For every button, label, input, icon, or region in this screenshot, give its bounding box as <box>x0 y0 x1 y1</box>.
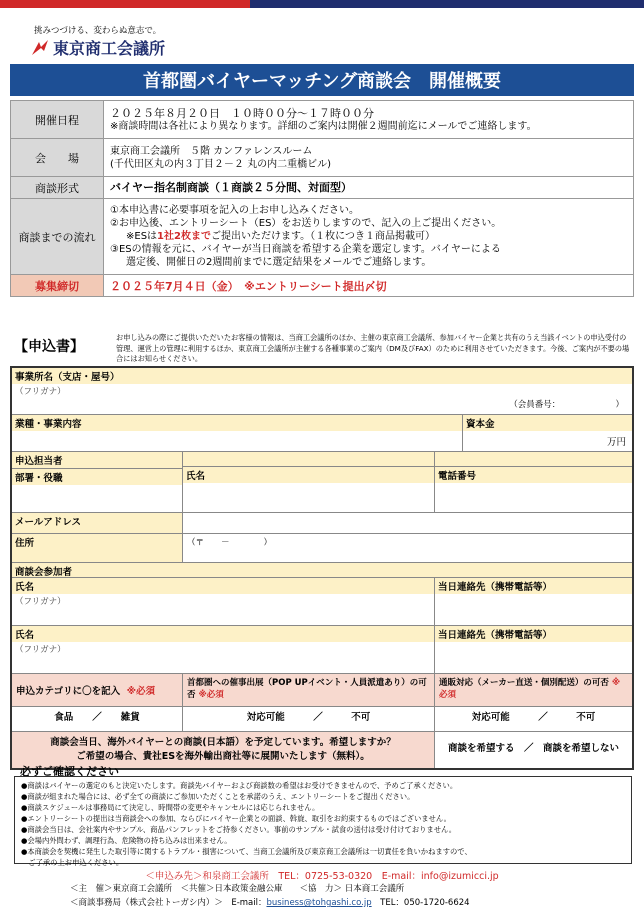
member-number: （会員番号： ） <box>509 400 624 410</box>
check-item: ●商談会当日は、会社案内やサンプル、商品パンフレットをご持参ください。事前のサンプル・試食の送付は受け付けておりません。 <box>21 825 457 834</box>
format-value: バイヤー指名制商談（１商談２５分間、対面型） <box>104 177 634 199</box>
email-field[interactable] <box>182 513 632 533</box>
application-form <box>10 366 634 770</box>
checklist-box <box>14 776 632 867</box>
date-note: ※商談時間は各社により異なります。詳細のご案内は開催２週間前迄にメールでご連絡します。 <box>110 120 537 132</box>
date-value: ２０２５年８月２０日 １０時００分～１７時００分 <box>110 106 374 120</box>
participant-2-name-label: 氏名 <box>12 626 434 642</box>
check-item: ●商談スケジュールは事務局にて決定し、時間帯の変更やキャンセルには応じられません。 <box>21 803 320 812</box>
business-field[interactable] <box>12 431 462 449</box>
privacy-notice: お申し込みの際にご提供いただいたお客様の情報は、当商工会議所のほか、主催の東京商工会議所、参加バイヤー企業と共有のうえ当該イベントの申込受付の管理、運営上の管理に利用するほか、東京商工会議所が主催する各種事業のご案内（DM及びFAX）のために利用させていただきます。今後、ご案内が不要の場合にはお知らせください。 <box>116 333 630 363</box>
host-info: ＜主 催＞東京商工会議所 ＜共催＞日本政策金融公庫 ＜協 力＞ 日本商工会議所 <box>70 884 405 894</box>
flow-step-2-note: ※ESは1社2枚までご提出いただけます。（１枚につき１商品掲載可） <box>126 231 435 242</box>
flow-step-1: ①本申込書に必要事項を記入の上お申し込みください。 <box>110 205 359 216</box>
dept-label: 部署・役職 <box>12 468 182 485</box>
category-options[interactable]: 食品 ／ 雑貨 <box>54 712 140 723</box>
event-overview-table <box>10 100 634 297</box>
checklist-title: 必ずご確認ください <box>20 765 119 778</box>
top-color-bar <box>0 0 644 8</box>
postal-code: （〒 － ） <box>187 538 273 548</box>
email-label: メールアドレス <box>12 513 182 533</box>
popup-label: 首都圏への催事出展（POP UPイベント・人員派遣あり）の可否 ※必須 <box>182 674 434 706</box>
name-label: 氏名 <box>183 466 434 483</box>
flow-label: 商談までの流れ <box>11 199 104 275</box>
office-info: ＜商談事務局（株式会社トーガシ内）＞ E-mail：business@tohgashi.co.jp TEL：050-1720-6624 <box>70 898 470 908</box>
check-item: ●商談が組まれた場合には、必ず全ての商談にご参加いただくことを承諾のうえ、エントリーシートをご提出ください。 <box>21 792 415 801</box>
format-label: 商談形式 <box>11 177 104 199</box>
name-field[interactable] <box>183 483 434 511</box>
participant-2-contact-label: 当日連絡先（携帯電話等） <box>435 626 632 642</box>
capital-label: 資本金 <box>463 415 632 431</box>
overseas-options[interactable]: 商談を希望する ／ 商談を希望しない <box>434 732 632 768</box>
participant-1-contact-label: 当日連絡先（携帯電話等） <box>435 578 632 594</box>
check-item: ●会場内外問わず、調理行為、危険物の持ち込みは出来ません。 <box>21 836 232 845</box>
check-item: ●商談はバイヤーの選定のもと決定いたします。商談先バイヤーおよび商談数の希望はお受けできませんので、予めご了承ください。 <box>21 781 458 790</box>
footer <box>0 868 644 910</box>
participant-1-furigana: （フリガナ） <box>15 597 66 607</box>
participant-2-contact-field[interactable] <box>435 642 632 670</box>
check-item: ●本商談会を契機に発生した取引等に関するトラブル・損害について、当商工会議所及び東京商工会議所は一切責任を負いかねますので、 <box>21 847 472 856</box>
venue-line2: (千代田区丸の内３丁目２－２ 丸の内二重橋ビル) <box>110 158 331 170</box>
flow-step-3: ③ESの情報を元に、バイヤーが当日商談を希望する企業を選定します。バイヤーによる <box>110 244 501 255</box>
overseas-question-2: ご希望の場合、貴社ESを海外輸出商社等に展開いたします（無料）。 <box>76 751 370 762</box>
venue-line1: 東京商工会議所 ５階 カンファレンスルーム <box>110 145 313 157</box>
check-item: ●エントリーシートの提出は当商談会への参加、ならびにバイヤー企業との面談、斡旋、取引をお約束するものではございません。 <box>21 814 451 823</box>
address-label: 住所 <box>12 534 182 562</box>
apply-contact: ＜申込み先＞和泉商工会議所 TEL：0725-53-0320 E-mail：info@izumicci.jp <box>145 871 499 882</box>
participant-2-furigana: （フリガナ） <box>15 645 66 655</box>
check-item: ご了承の上お申込ください。 <box>21 858 124 867</box>
company-furigana: （フリガナ） <box>15 387 66 397</box>
contact-label: 申込担当者 <box>12 452 182 468</box>
flow-step-2: ②お申込後、エントリーシート（ES）をお送りしますので、記入の上ご提出ください。 <box>110 218 502 229</box>
chamber-logo-icon <box>30 39 50 57</box>
phone-field[interactable] <box>435 483 632 511</box>
org-name: 東京商工会議所 <box>53 39 166 58</box>
slogan: 挑みつづける、変わらぬ意志で。 <box>34 26 162 36</box>
office-email-link[interactable]: business@tohgashi.co.jp <box>266 898 372 908</box>
participant-1-contact-field[interactable] <box>435 594 632 622</box>
company-label: 事業所名（支店・屋号） <box>12 368 632 384</box>
participant-1-name-label: 氏名 <box>12 578 434 594</box>
flow-step-3b: 選定後、開催日の2週間前までに選定結果をメールでご連絡します。 <box>126 257 432 268</box>
mailorder-options[interactable]: 対応可能 ／ 不可 <box>434 707 632 731</box>
popup-options[interactable]: 対応可能 ／ 不可 <box>182 707 434 731</box>
date-label: 開催日程 <box>11 101 104 139</box>
page-title: 首都圏バイヤーマッチング商談会 開催概要 <box>10 64 634 96</box>
participants-label: 商談会参加者 <box>12 563 632 577</box>
deadline-label: 募集締切 <box>11 275 104 297</box>
venue-label: 会 場 <box>11 139 104 177</box>
phone-label: 電話番号 <box>435 466 632 483</box>
capital-unit: 万円 <box>606 437 626 448</box>
dept-field[interactable] <box>12 485 182 513</box>
category-label: 申込カテゴリに〇を記入 ※必須 <box>12 674 182 706</box>
org-logo <box>30 36 165 59</box>
application-title: 【申込書】 <box>14 339 84 355</box>
address-field[interactable] <box>182 534 632 562</box>
deadline-value: ２０２５年7月４日（金） ※エントリーシート提出〆切 <box>104 275 634 297</box>
business-label: 業種・事業内容 <box>12 415 462 431</box>
overseas-question-1: 商談会当日、海外バイヤーとの商談(日本語）を予定しています。希望しますか？ <box>50 737 396 748</box>
mailorder-label: 通販対応（メーカー直送・個別配送）の可否 ※必須 <box>434 674 632 706</box>
